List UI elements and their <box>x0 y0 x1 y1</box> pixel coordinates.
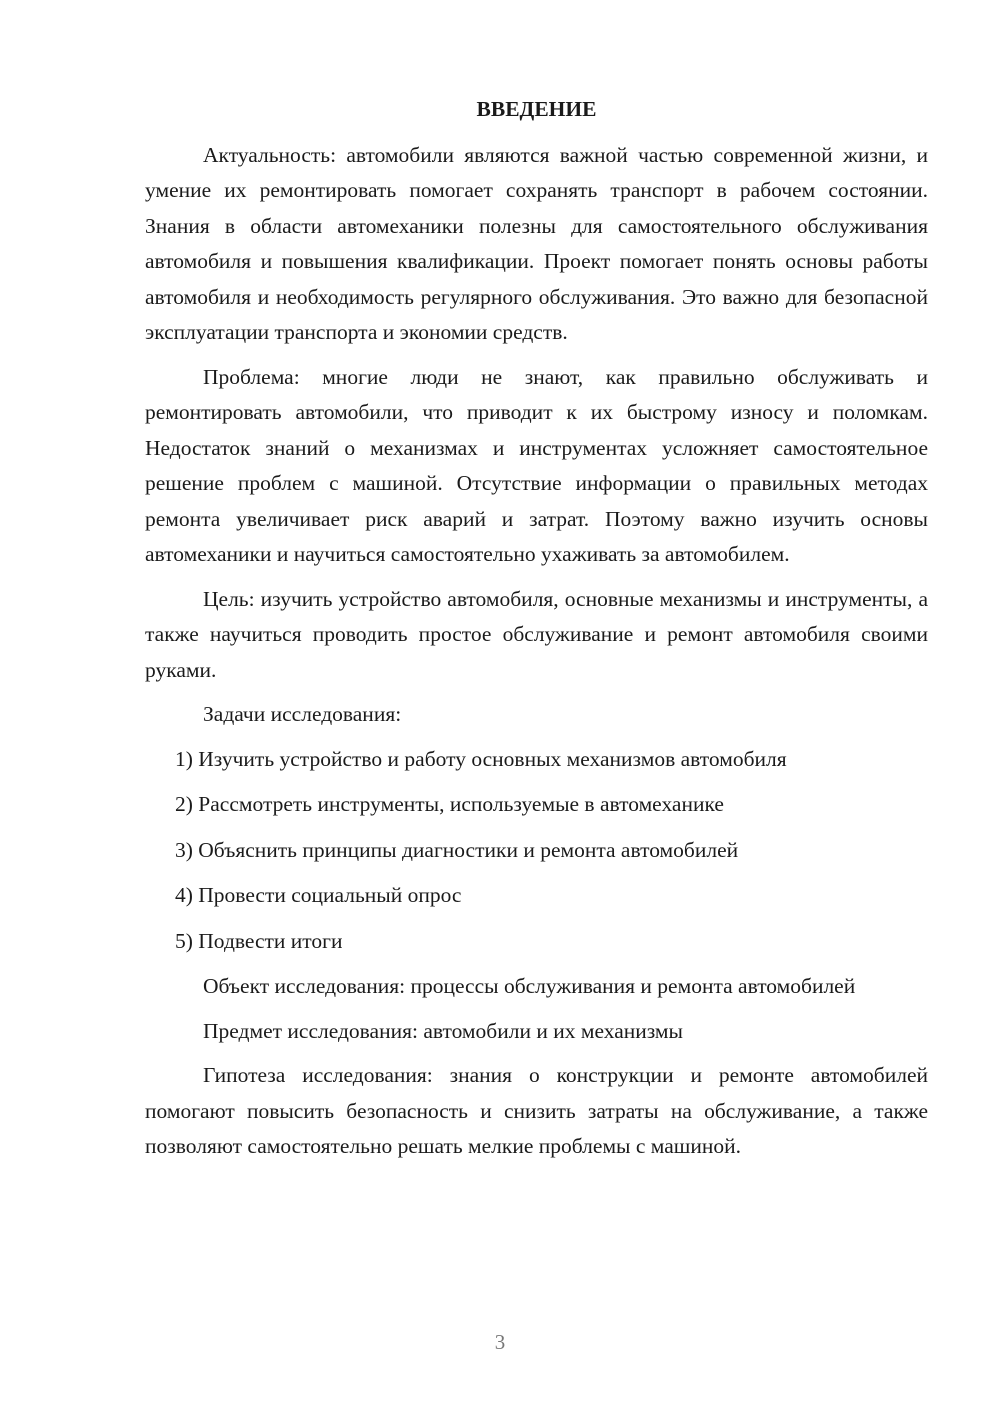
list-item: 4) Провести социальный опрос <box>175 883 462 907</box>
subject-paragraph: Предмет исследования: автомобили и их механизмы <box>203 1018 683 1043</box>
document-page <box>145 92 928 1174</box>
relevance-paragraph: Актуальность: автомобили являются важной частью современной жизни, и умение их ремонтировать помогает сохранять транспорт в рабочем состоянии. Знания в области автомеханики полезны для самостоятельного обслуживания автомобиля и повышения квалификации. Проект помогает понять основы работы автомобиля и необходимость регулярного обслуживания. Это важно для безопасной эксплуатации транспорта и экономии средств. <box>145 142 928 344</box>
section-title: ВВЕДЕНИЕ <box>476 97 597 121</box>
tasks-list <box>145 742 928 960</box>
tasks-heading: Задачи исследования: <box>203 702 402 726</box>
goal-paragraph: Цель: изучить устройство автомобиля, основные механизмы и инструменты, а также научиться проводить простое обслуживание и ремонт автомобиля своими руками. <box>145 586 928 682</box>
hypothesis-paragraph: Гипотеза исследования: знания о конструкции и ремонте автомобилей помогают повысить безопасность и снизить затраты на обслуживание, а также позволяют самостоятельно решать мелкие проблемы с машиной. <box>145 1063 928 1158</box>
list-item: 5) Подвести итоги <box>175 928 343 953</box>
list-item: 3) Объяснить принципы диагностики и ремонта автомобилей <box>175 837 739 862</box>
list-item: 1) Изучить устройство и работу основных механизмов автомобиля <box>175 746 787 771</box>
object-paragraph: Объект исследования: процессы обслуживания и ремонта автомобилей <box>203 974 856 998</box>
list-item: 2) Рассмотреть инструменты, используемые в автомеханике <box>175 792 724 816</box>
page-number: 3 <box>494 1330 506 1354</box>
problem-paragraph: Проблема: многие люди не знают, как правильно обслуживать и ремонтировать автомобили, что приводит к их быстрому износу и поломкам. Недостаток знаний о механизмах и инструментах усложняет самостоятельное решение проблем с машиной. Отсутствие информации о правильных методах ремонта увеличивает риск аварий и затрат. Поэтому важно изучить основы автомеханики и научиться самостоятельно ухаживать за автомобилем. <box>145 364 928 566</box>
